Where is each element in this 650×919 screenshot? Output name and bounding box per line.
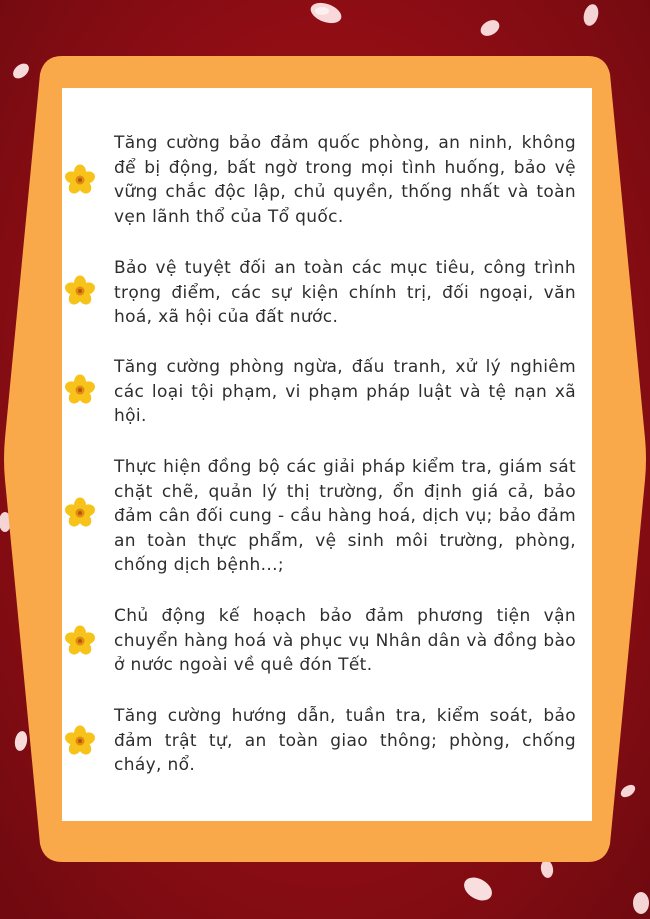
list-item: Tăng cường phòng ngừa, đấu tranh, xử lý nghiêm các loại tội phạm, vi phạm pháp luật và tệ nạn xã hội.: [114, 357, 576, 426]
apricot-blossom-icon: [64, 164, 96, 196]
list-item: Chủ động kế hoạch bảo đảm phương tiện vận chuyển hàng hoá và phục vụ Nhân dân và đồng bào ở nước ngoài về quê đón Tết.: [114, 606, 576, 675]
apricot-blossom-icon: [64, 725, 96, 757]
list-item: Tăng cường bảo đảm quốc phòng, an ninh, không để bị động, bất ngờ trong mọi tình huống, bảo vệ vững chắc độc lập, chủ quyền, thống nhất và toàn vẹn lãnh thổ của Tổ quốc.: [114, 133, 576, 227]
list-item: Tăng cường hướng dẫn, tuần tra, kiểm soát, bảo đảm trật tự, an toàn giao thông; phòng, chống cháy, nổ.: [114, 706, 576, 775]
apricot-blossom-icon: [64, 374, 96, 406]
apricot-blossom-icon: [64, 625, 96, 657]
apricot-blossom-icon: [64, 275, 96, 307]
list-item: Thực hiện đồng bộ các giải pháp kiểm tra, giám sát chặt chẽ, quản lý thị trường, ổn định giá cả, bảo đảm cân đối cung - cầu hàng hoá, dịch vụ; bảo đảm an toàn thực phẩm, vệ sinh môi trường, phòng, chống dịch bệnh...;: [114, 457, 576, 575]
list-item: Bảo vệ tuyệt đối an toàn các mục tiêu, công trình trọng điểm, các sự kiện chính trị, đối ngoại, văn hoá, xã hội của đất nước.: [114, 258, 576, 327]
apricot-blossom-icon: [64, 497, 96, 529]
